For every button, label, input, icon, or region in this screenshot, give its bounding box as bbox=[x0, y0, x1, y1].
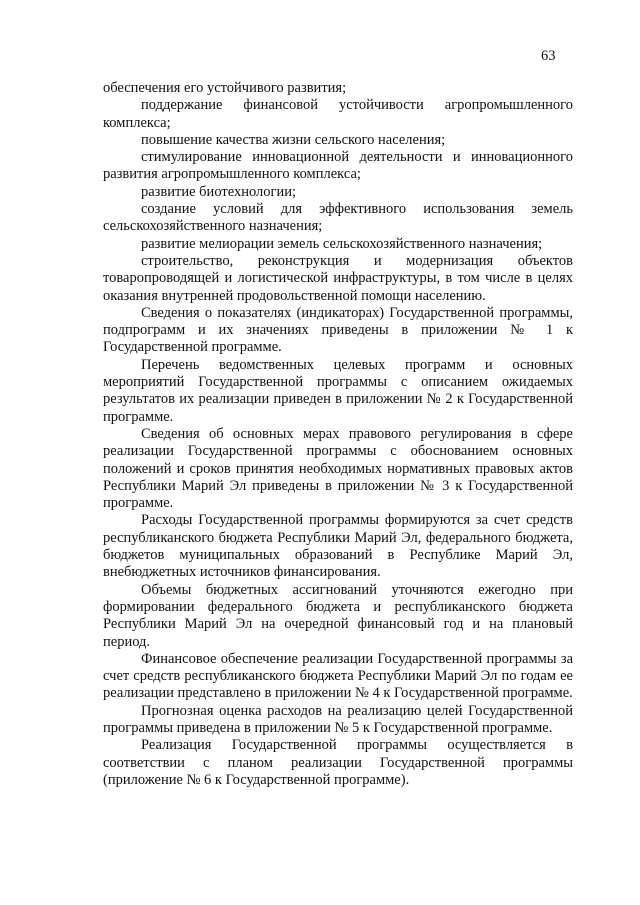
paragraph: стимулирование инновационной деятельности и инновационного развития агропромышленного комплекса; bbox=[103, 149, 573, 183]
paragraph: обеспечения его устойчивого развития; bbox=[103, 80, 347, 96]
paragraph: Сведения о показателях (индикаторах) Государственной программы, подпрограмм и их значениях приведены в приложении № 1 к Государственной программе. bbox=[103, 304, 573, 356]
paragraph: Прогнозная оценка расходов на реализацию целей Государственной программы приведена в приложении № 5 к Государственной программе. bbox=[103, 702, 573, 736]
paragraph: создание условий для эффективного использования земель сельскохозяйственного назначения; bbox=[103, 201, 573, 235]
page-number: 63 bbox=[541, 48, 556, 64]
paragraph: поддержание финансовой устойчивости агропромышленного комплекса; bbox=[103, 97, 573, 131]
paragraph: развитие мелиорации земель сельскохозяйственного назначения; bbox=[141, 235, 543, 252]
paragraph: Сведения об основных мерах правового регулирования в сфере реализации Государственной программы с обоснованием основных положений и сроков принятия необходимых нормативных правовых актов Республики Марий Эл приведены в приложении № 3 к Государственной программе. bbox=[103, 425, 573, 512]
paragraph: строительство, реконструкция и модернизация объектов товаропроводящей и логистической инфраструктуры, в том числе в целях оказания внутренней продовольственной помощи населению. bbox=[103, 252, 573, 304]
paragraph: развитие биотехнологии; bbox=[141, 183, 297, 200]
paragraph: Объемы бюджетных ассигнований уточняются ежегодно при формировании федерального бюджета и республиканского бюджета Республики Марий Эл на очередной финансовый год и на плановый период. bbox=[103, 581, 573, 650]
paragraph: Реализация Государственной программы осуществляется в соответствии с планом реализации Государственной программы (приложение № 6 к Государственной программе). bbox=[103, 737, 573, 788]
paragraph: повышение качества жизни сельского населения; bbox=[141, 131, 446, 148]
paragraph: Расходы Государственной программы формируются за счет средств республиканского бюджета Республики Марий Эл, федерального бюджета, бюджетов муниципальных образований в Республике Марий Эл, внебюджетных источников финансирования. bbox=[103, 512, 573, 581]
document-body bbox=[103, 80, 573, 789]
paragraph: Финансовое обеспечение реализации Государственной программы за счет средств республиканского бюджета Республики Марий Эл по годам ее реализации представлено в приложении № 4 к Государственной программе. bbox=[103, 650, 573, 702]
paragraph: Перечень ведомственных целевых программ и основных мероприятий Государственной программы с описанием ожидаемых результатов их реализации приведен в приложении № 2 к Государственной программе. bbox=[103, 356, 573, 425]
